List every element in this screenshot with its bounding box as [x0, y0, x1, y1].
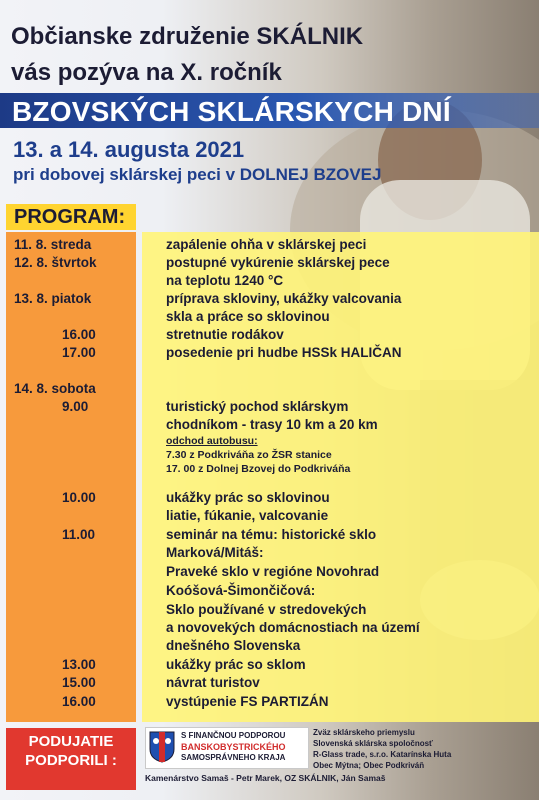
- event-dates: 13. a 14. augusta 2021: [13, 137, 245, 162]
- row-text: posedenie pri hudbe HSSk HALIČAN: [166, 345, 402, 360]
- row-text: a novovekých domácnostiach na území: [166, 620, 420, 635]
- coat-of-arms-icon: [149, 731, 175, 763]
- row-text: Praveké sklo v regióne Novohrad: [166, 564, 380, 579]
- bus-departure-1: 7.30 z Podkriváňa zo ŽSR stanice: [166, 449, 332, 461]
- row-day: 12. 8. štvrtok: [14, 255, 97, 270]
- row-text: vystúpenie FS PARTIZÁN: [166, 694, 329, 709]
- row-text: postupné vykúrenie sklárskej pece: [166, 255, 390, 270]
- row-time: 16.00: [62, 694, 96, 709]
- row-time: 17.00: [62, 345, 96, 360]
- row-time: 10.00: [62, 490, 96, 505]
- event-place: pri dobovej sklárskej peci v DOLNEJ BZOVEJ: [13, 165, 382, 184]
- bbsk-line-1: S FINANČNOU PODPOROU: [181, 731, 286, 740]
- sponsor-label: PODUJATIE: [28, 733, 114, 750]
- row-text: Marková/Mitáš:: [166, 545, 264, 560]
- row-text: chodníkom - trasy 10 km a 20 km: [166, 417, 378, 432]
- row-day: 14. 8. sobota: [14, 381, 96, 396]
- row-text: príprava skloviny, ukážky valcovania: [166, 291, 402, 306]
- row-text: dnešného Slovenska: [166, 638, 301, 653]
- row-time: 9.00: [62, 399, 89, 414]
- invitation-line: vás pozýva na X. ročník: [11, 59, 282, 86]
- program-label: PROGRAM:: [14, 206, 126, 228]
- supporters-line: Kamenárstvo Samaš - Petr Marek, OZ SKÁLNIK, Ján Samaš: [145, 773, 386, 783]
- row-text: liatie, fúkanie, valcovanie: [166, 508, 329, 523]
- row-time: 13.00: [62, 657, 96, 672]
- bbsk-line-2: BANSKOBYSTRICKÉHO: [181, 742, 286, 752]
- partner-line: Obec Mýtna; Obec Podkriváň: [313, 761, 425, 770]
- row-text: návrat turistov: [166, 675, 260, 690]
- row-text: zapálenie ohňa v sklárskej peci: [166, 237, 367, 252]
- row-time: 16.00: [62, 327, 96, 342]
- bus-title: odchod autobusu:: [166, 435, 258, 447]
- row-text: ukážky prác so sklom: [166, 657, 306, 672]
- row-day: 11. 8. streda: [14, 237, 92, 252]
- organizer-line: Občianske združenie SKÁLNIK: [11, 23, 364, 50]
- row-text: Koóšová-Šimončičová:: [166, 583, 316, 598]
- partner-line: Slovenská sklárska spoločnosť: [313, 739, 433, 748]
- bbsk-line-3: SAMOSPRÁVNEHO KRAJA: [181, 753, 286, 762]
- row-time: 11.00: [62, 527, 96, 542]
- row-text: na teplotu 1240 °C: [166, 273, 284, 288]
- partner-line: Zväz sklárskeho priemyslu: [313, 728, 415, 737]
- row-text: turistický pochod sklárskym: [166, 399, 349, 414]
- row-time: 15.00: [62, 675, 96, 690]
- sponsor-label: PODPORILI :: [25, 752, 117, 769]
- row-text: stretnutie rodákov: [166, 327, 284, 342]
- partner-line: R-Glass trade, s.r.o. Katarínska Huta: [313, 750, 452, 759]
- event-title: BZOVSKÝCH SKLÁRSKYCH DNÍ: [12, 96, 451, 127]
- row-text: skla a práce so sklovinou: [166, 309, 330, 324]
- row-text: seminár na tému: historické sklo: [166, 527, 377, 542]
- bus-departure-2: 17. 00 z Dolnej Bzovej do Podkriváňa: [166, 463, 351, 475]
- row-text: ukážky prác so sklovinou: [166, 490, 330, 505]
- row-text: Sklo používané v stredovekých: [166, 602, 367, 617]
- row-day: 13. 8. piatok: [14, 291, 92, 306]
